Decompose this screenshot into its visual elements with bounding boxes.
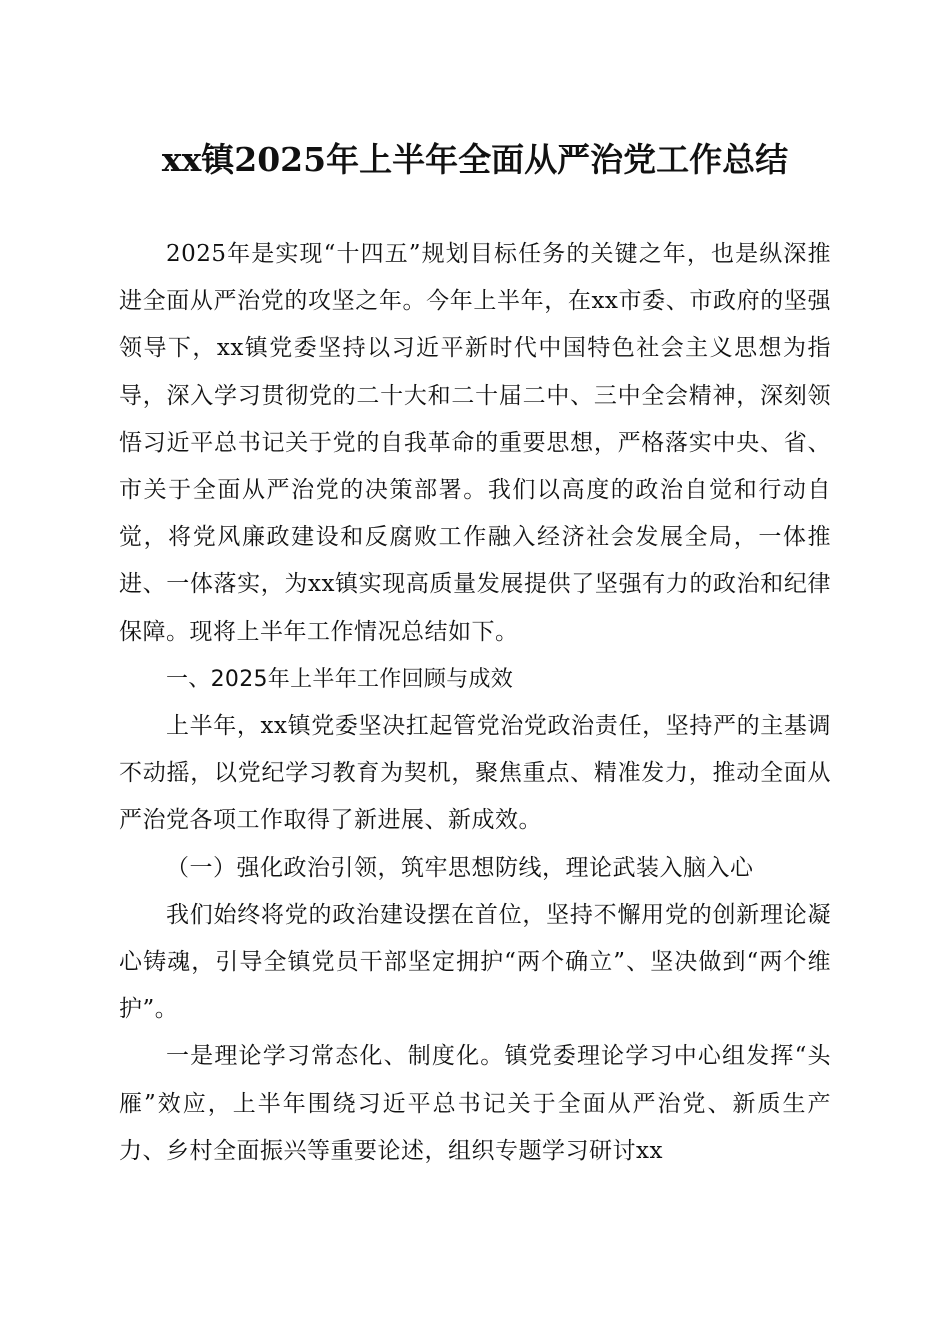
item1-paragraph <box>119 1033 831 1175</box>
item1-lead: 一是理论学习常态化、制度化。 <box>166 1043 505 1070</box>
section1-paragraph: 上半年，xx镇党委坚决扛起管党治党政治责任，坚持严的主基调不动摇，以党纪学习教育为契机，聚焦重点、精准发力，推动全面从严治党各项工作取得了新进展、新成效。 <box>119 713 831 834</box>
document-body <box>119 231 831 1175</box>
item1-text: 镇党委理论学习中心组发挥“头雁”效应，上半年围绕习近平总书记关于全面从严治党、新质生产力、乡村全面振兴等重要论述，组织专题学习研讨xx <box>119 1043 832 1164</box>
document-title: xx镇2025年上半年全面从严治党工作总结 <box>161 140 789 179</box>
section1-heading: 一、2025年上半年工作回顾与成效 <box>166 666 514 692</box>
subsection1-paragraph: 我们始终将党的政治建设摆在首位，坚持不懈用党的创新理论凝心铸魂，引导全镇党员干部坚定拥护“两个确立”、坚决做到“两个维护”。 <box>119 901 831 1023</box>
subsection1-heading: （一）强化政治引领，筑牢思想防线，理论武装入脑入心 <box>166 854 754 881</box>
intro-paragraph: 2025年是实现“十四五”规划目标任务的关键之年，也是纵深推进全面从严治党的攻坚之年。今年上半年，在xx市委、市政府的坚强领导下，xx镇党委坚持以习近平新时代中国特色社会主义思想为指导，深入学习贯彻党的二十大和二十届二中、三中全会精神，深刻领悟习近平总书记关于党的自我革命的重要思想，严格落实中央、省、市关于全面从严治党的决策部署。我们以高度的政治自觉和行动自觉，将党风廉政建设和反腐败工作融入经济社会发展全局，一体推进、一体落实，为xx镇实现高质量发展提供了坚强有力的政治和纪律保障。现将上半年工作情况总结如下。 <box>119 241 831 645</box>
